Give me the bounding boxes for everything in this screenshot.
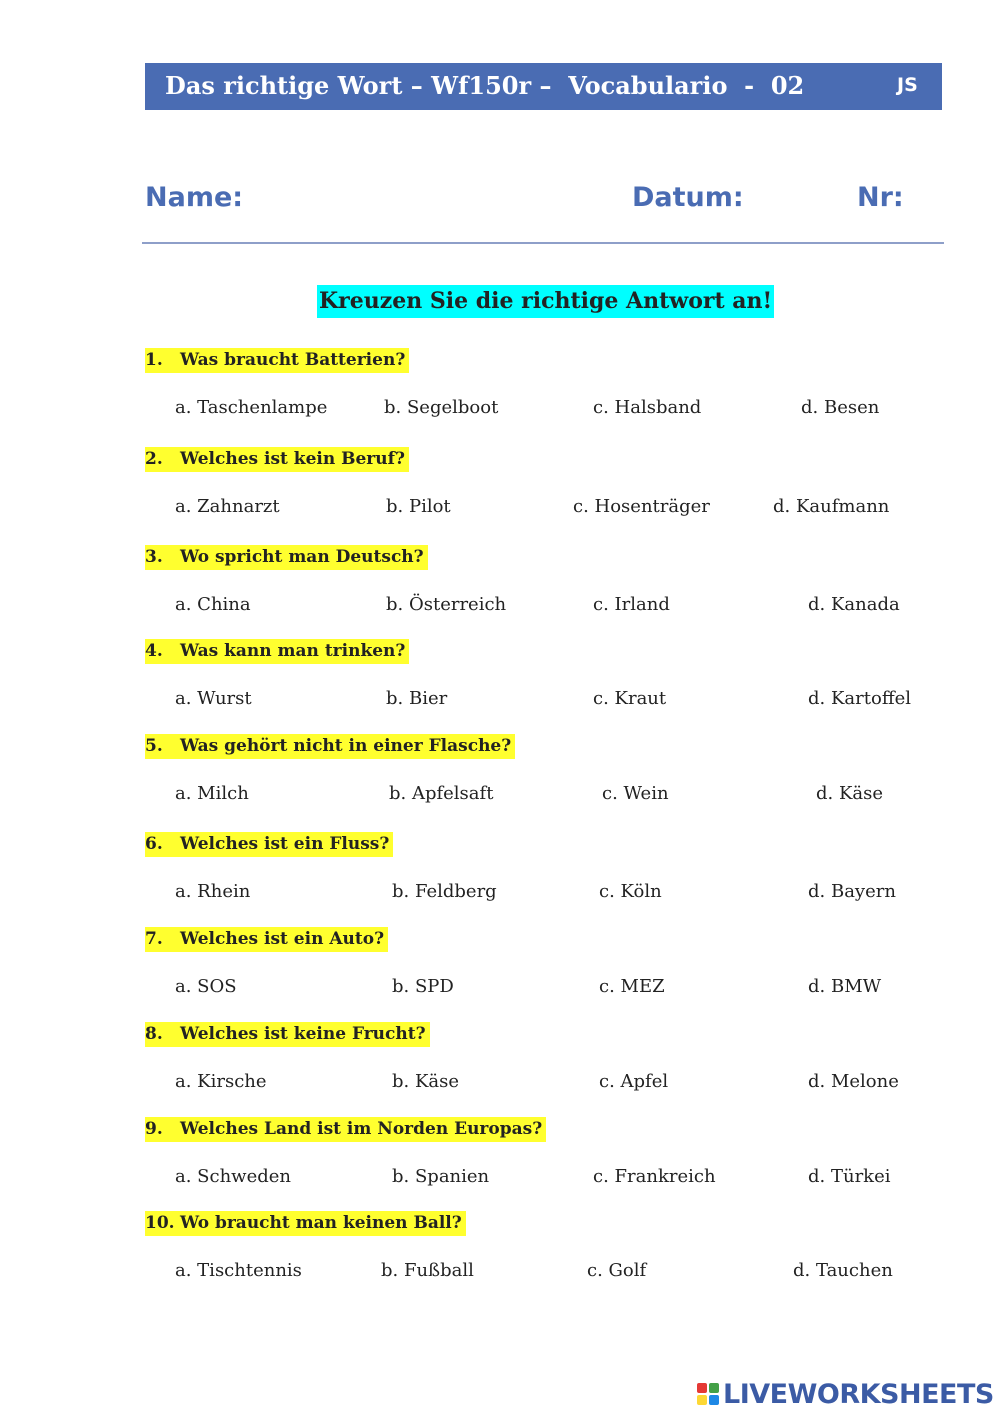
answer-option-d[interactable]: d. Melone [808, 1071, 899, 1092]
answer-option-a[interactable]: a. Taschenlampe [175, 397, 328, 418]
question-number: 2. [145, 449, 163, 469]
question-number: 9. [145, 1119, 163, 1139]
answer-option-d[interactable]: d. Besen [801, 397, 880, 418]
logo-square-icon [697, 1383, 707, 1393]
question-text: Was kann man trinken? [180, 641, 406, 661]
instruction-banner: Kreuzen Sie die richtige Antwort an! [317, 285, 774, 318]
answer-option-d[interactable]: d. Käse [816, 783, 884, 804]
answer-option-a[interactable]: a. Rhein [175, 881, 251, 902]
question-number: 6. [145, 834, 163, 854]
number-label: Nr: [857, 182, 904, 213]
question-text: Welches ist ein Fluss? [180, 834, 390, 854]
question-text: Was braucht Batterien? [180, 350, 406, 370]
worksheet-title: Das richtige Wort – Wf150r – Vocabulario - 02 [165, 71, 805, 100]
answer-option-c[interactable]: c. Halsband [593, 397, 702, 418]
worksheet-title-bar [145, 63, 942, 110]
answer-option-a[interactable]: a. Schweden [175, 1166, 292, 1187]
question-text: Wo braucht man keinen Ball? [180, 1213, 462, 1233]
answer-option-a[interactable]: a. Tischtennis [175, 1260, 302, 1281]
question-2 [145, 447, 409, 472]
answer-option-b[interactable]: b. Bier [386, 688, 448, 709]
answer-option-c[interactable]: c. Frankreich [593, 1166, 716, 1187]
answer-option-b[interactable]: b. Segelboot [384, 397, 499, 418]
question-10 [145, 1211, 466, 1236]
question-1 [145, 348, 409, 373]
answer-option-a[interactable]: a. China [175, 594, 251, 615]
header-divider [142, 242, 944, 244]
answer-option-d[interactable]: d. Bayern [808, 881, 896, 902]
answer-option-b[interactable]: b. Feldberg [392, 881, 497, 902]
answer-option-c[interactable]: c. Golf [587, 1260, 647, 1281]
question-number: 1. [145, 350, 163, 370]
question-number: 5. [145, 736, 163, 756]
question-text: Welches ist ein Auto? [180, 929, 385, 949]
answer-option-b[interactable]: b. SPD [392, 976, 454, 997]
answer-option-d[interactable]: d. Türkei [808, 1166, 891, 1187]
answer-option-a[interactable]: a. Zahnarzt [175, 496, 280, 517]
logo-square-icon [709, 1395, 719, 1405]
question-number: 10. [145, 1213, 175, 1233]
liveworksheets-logo [697, 1378, 994, 1410]
question-text: Was gehört nicht in einer Flasche? [180, 736, 512, 756]
question-number: 4. [145, 641, 163, 661]
question-text: Welches ist keine Frucht? [180, 1024, 426, 1044]
answer-option-b[interactable]: b. Pilot [386, 496, 451, 517]
date-label: Datum: [632, 182, 744, 213]
answer-option-d[interactable]: d. Kaufmann [773, 496, 890, 517]
logo-wordmark: LIVEWORKSHEETS [723, 1378, 994, 1410]
question-text: Welches ist kein Beruf? [180, 449, 405, 469]
answer-option-c[interactable]: c. Apfel [599, 1071, 669, 1092]
question-9 [145, 1117, 546, 1142]
question-4 [145, 639, 409, 664]
question-text: Wo spricht man Deutsch? [180, 547, 424, 567]
answer-option-b[interactable]: b. Fußball [381, 1260, 474, 1281]
question-3 [145, 545, 428, 570]
answer-option-c[interactable]: c. Köln [599, 881, 662, 902]
answer-option-c[interactable]: c. Kraut [593, 688, 667, 709]
answer-option-c[interactable]: c. MEZ [599, 976, 665, 997]
answer-option-c[interactable]: c. Irland [593, 594, 670, 615]
question-7 [145, 927, 388, 952]
question-8 [145, 1022, 430, 1047]
question-5 [145, 734, 515, 759]
answer-option-a[interactable]: a. Milch [175, 783, 249, 804]
answer-option-d[interactable]: d. Kartoffel [808, 688, 912, 709]
answer-option-b[interactable]: b. Apfelsaft [389, 783, 494, 804]
liveworksheets-logo-icon [697, 1383, 719, 1405]
author-initials: JS [897, 74, 918, 96]
logo-square-icon [697, 1395, 707, 1405]
logo-square-icon [709, 1383, 719, 1393]
answer-option-a[interactable]: a. SOS [175, 976, 237, 997]
answer-option-a[interactable]: a. Kirsche [175, 1071, 267, 1092]
answer-option-d[interactable]: d. Tauchen [793, 1260, 893, 1281]
question-number: 7. [145, 929, 163, 949]
answer-option-b[interactable]: b. Spanien [392, 1166, 490, 1187]
answer-option-d[interactable]: d. BMW [808, 976, 882, 997]
name-label: Name: [145, 182, 244, 213]
question-number: 8. [145, 1024, 163, 1044]
answer-option-d[interactable]: d. Kanada [808, 594, 900, 615]
question-text: Welches Land ist im Norden Europas? [180, 1119, 543, 1139]
question-6 [145, 832, 393, 857]
question-number: 3. [145, 547, 163, 567]
answer-option-c[interactable]: c. Wein [602, 783, 669, 804]
answer-option-b[interactable]: b. Österreich [386, 594, 507, 615]
answer-option-b[interactable]: b. Käse [392, 1071, 460, 1092]
answer-option-c[interactable]: c. Hosenträger [573, 496, 710, 517]
answer-option-a[interactable]: a. Wurst [175, 688, 252, 709]
